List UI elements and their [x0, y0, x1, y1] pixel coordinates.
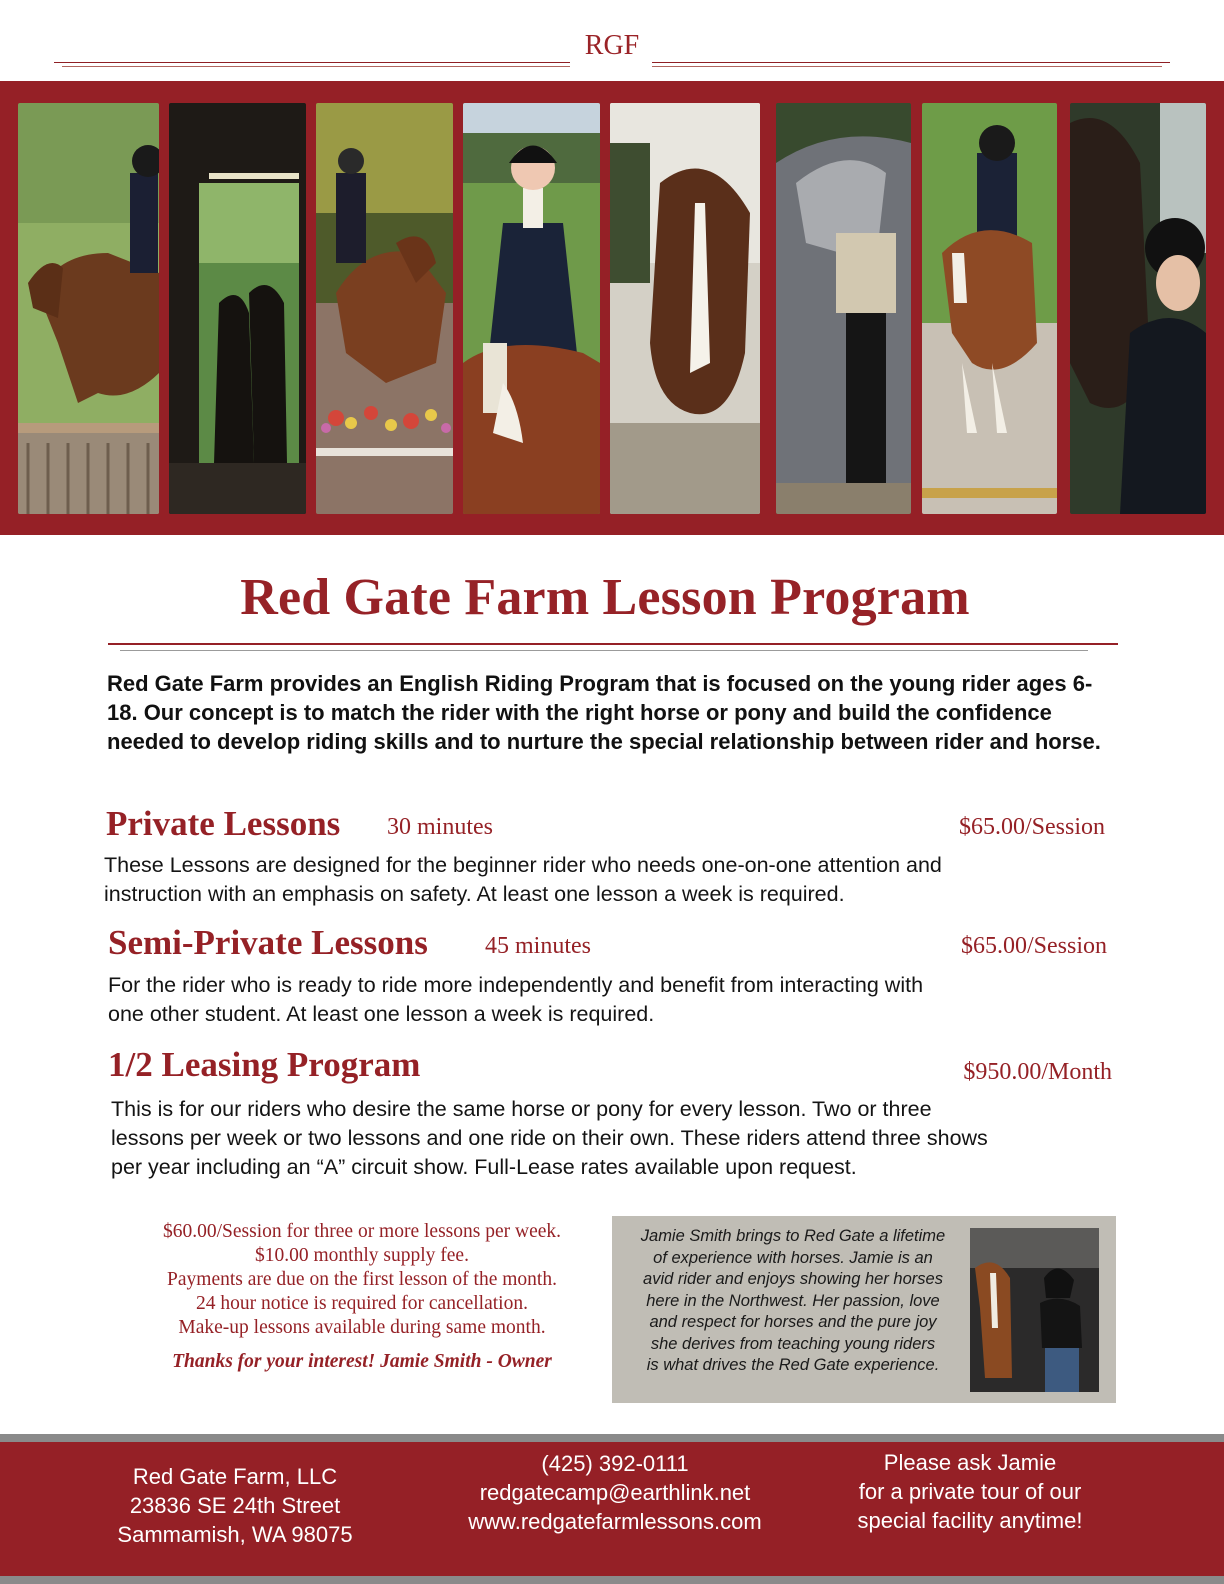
- note-line-5: Make-up lessons available during same month.: [178, 1317, 546, 1338]
- footer-website[interactable]: www.redgatefarmlessons.com: [468, 1509, 762, 1534]
- semi-private-lessons-line-1: For the rider who is ready to ride more independently and benefit from interacting with: [108, 973, 924, 997]
- bio-line-4: here in the Northwest. Her passion, love: [646, 1291, 940, 1310]
- photo-jumping-horse: [18, 103, 159, 514]
- top-rule-left-2: [62, 66, 570, 67]
- bio-line-6: she derives from teaching young riders: [650, 1334, 936, 1353]
- semi-private-lessons-body: [108, 971, 1108, 1029]
- leasing-program-price: $950.00/Month: [963, 1059, 1112, 1085]
- semi-private-lessons-line-2: one other student. At least one lesson a week is required.: [108, 1002, 655, 1026]
- photo-strip: [0, 81, 1224, 535]
- private-lessons-body: [104, 851, 1114, 909]
- note-line-2: $10.00 monthly supply fee.: [255, 1245, 469, 1266]
- note-line-1: $60.00/Session for three or more lessons per week.: [162, 1221, 562, 1242]
- private-lessons-title: Private Lessons: [106, 804, 341, 843]
- semi-private-lessons-title: Semi-Private Lessons: [108, 923, 428, 962]
- footer-city: Sammamish, WA 98075: [117, 1522, 353, 1547]
- top-rule-right-2: [652, 66, 1162, 67]
- leasing-program-body: [111, 1095, 1121, 1182]
- private-lessons-duration: 30 minutes: [387, 814, 493, 840]
- note-line-4: 24 hour notice is required for cancellation.: [196, 1293, 528, 1314]
- photo-pony-jump-flowers: [316, 103, 453, 514]
- top-rule-right: [652, 62, 1170, 63]
- bio-text: [622, 1226, 964, 1377]
- note-line-3: Payments are due on the first lesson of the month.: [167, 1269, 557, 1290]
- footer-email[interactable]: redgatecamp@earthlink.net: [479, 1480, 751, 1505]
- photo-barn-silhouette: [169, 103, 306, 514]
- bio-box: [612, 1216, 1116, 1403]
- leasing-program-title: 1/2 Leasing Program: [108, 1045, 421, 1084]
- top-rule-left: [54, 62, 570, 63]
- pricing-notes: [112, 1220, 612, 1374]
- footer-address: [90, 1462, 380, 1549]
- private-lessons-line-2: instruction with an emphasis on safety. At least one lesson a week is required.: [104, 882, 845, 906]
- owner-photo: [970, 1228, 1099, 1392]
- footer: [0, 1442, 1224, 1576]
- semi-private-lessons-duration: 45 minutes: [485, 933, 591, 959]
- title-rule-2: [120, 650, 1088, 651]
- bio-line-5: and respect for horses and the pure joy: [649, 1313, 937, 1331]
- footer-contact: [440, 1449, 790, 1536]
- bio-line-2: of experience with horses. Jamie is an: [653, 1248, 933, 1267]
- footer-bottom-band: [0, 1576, 1224, 1584]
- semi-private-lessons-price: $65.00/Session: [960, 933, 1107, 959]
- private-lessons-price: $65.00/Session: [958, 814, 1105, 840]
- footer-cta: [830, 1448, 1110, 1535]
- leasing-program-line-1: This is for our riders who desire the same horse or pony for every lesson. Two or three: [111, 1097, 932, 1121]
- page-title: Red Gate Farm Lesson Program: [240, 569, 970, 626]
- photo-young-rider: [463, 103, 600, 514]
- photo-child-jumping: [922, 103, 1057, 514]
- bio-line-3: avid rider and enjoys showing her horses: [643, 1270, 943, 1288]
- leasing-program-line-2: lessons per week or two lessons and one ride on their own. These riders attend three shows: [111, 1126, 988, 1150]
- footer-top-band: [0, 1434, 1224, 1442]
- footer-cta-line-1: Please ask Jamie: [883, 1450, 1057, 1475]
- bio-line-1: Jamie Smith brings to Red Gate a lifetime: [640, 1227, 946, 1245]
- footer-street: 23836 SE 24th Street: [129, 1493, 341, 1518]
- photo-rider-with-horse: [1070, 103, 1206, 514]
- intro-paragraph: Red Gate Farm provides an English Riding Program that is focused on the young rider ages 6-18. Our concept is to match the rider with the right horse or pony and build the confidence needed to develop riding skills and to nurture the special relationship between rider and horse.: [107, 671, 1101, 754]
- bio-line-7: is what drives the Red Gate experience.: [646, 1356, 940, 1374]
- leasing-program-line-3: per year including an “A” circuit show. Full-Lease rates available upon request.: [111, 1155, 857, 1179]
- footer-cta-line-2: for a private tour of our: [858, 1479, 1082, 1504]
- footer-company: Red Gate Farm, LLC: [132, 1464, 338, 1489]
- footer-phone[interactable]: (425) 392-0111: [541, 1451, 689, 1476]
- photo-horse-head: [610, 103, 760, 514]
- title-rule: [108, 643, 1118, 645]
- private-lessons-line-1: These Lessons are designed for the beginner rider who needs one-on-one attention and: [104, 853, 942, 877]
- thanks-line: Thanks for your interest! Jamie Smith - Owner: [172, 1351, 552, 1372]
- monogram: RGF: [584, 30, 640, 61]
- footer-cta-line-3: special facility anytime!: [857, 1508, 1083, 1533]
- photo-rider-boot: [776, 103, 911, 514]
